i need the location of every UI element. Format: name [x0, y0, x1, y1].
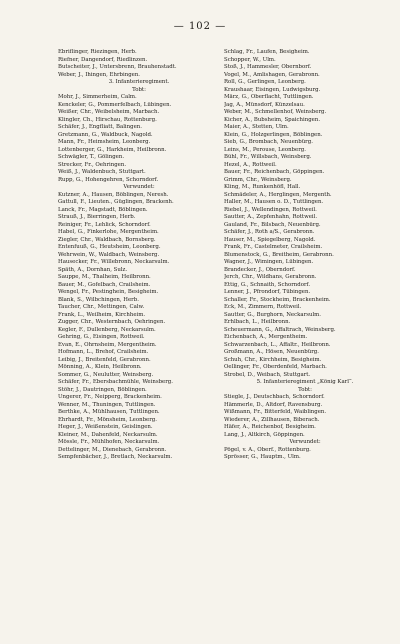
list-entry: Häfer, A., Reichenbof, Besigheim. [224, 424, 316, 430]
list-entry: Wagner, J., Wimingen, Lübingen. [224, 259, 314, 265]
list-entry: Ettig, G., Schnaith, Schorndorf. [224, 281, 311, 288]
list-entry: Lanck, Fr., Magstadt, Böblingen. [58, 206, 148, 213]
list-entry: Lottenberger, G., Harkheim, Heilbronn. [58, 146, 167, 153]
list-entry: Habel, G., Finkerlohe, Mergentheim. [58, 229, 159, 235]
list-entry: Sauppe, M., Thalheim, Heilbronn. [58, 274, 151, 280]
section-heading: Verwundet: [289, 439, 321, 445]
list-entry: Wehrwein, W., Waldbach, Weinsberg. [58, 251, 160, 258]
list-entry: Leins, M., Perouse, Leonberg. [224, 146, 306, 153]
list-entry: Mohr, J., Simmerheim, Calm. [58, 94, 137, 100]
list-entry: Schäfer, J., Roth a/S., Gerabronn. [224, 229, 315, 235]
list-entry: Reiniger, Fr., Lehlick, Schorndorf. [58, 221, 151, 228]
list-entry: Jerch, Chr., Wildhans, Gerabronn. [224, 274, 317, 280]
list-entry: Bauer, Fr., Reichenbach, Göppingen. [224, 169, 325, 175]
list-entry: Kicher, A., Bubsheim, Spaichingen. [224, 116, 321, 123]
list-entry: Mann, Fr., Heimsheim, Leonberg. [58, 139, 151, 145]
list-entry: Klein, G., Holzgerlingen, Böblingen. [224, 131, 323, 138]
list-entry: Schaller, Fr., Stockheim, Brackenheim. [224, 296, 331, 303]
list-entry: Sieb, G., Brombach, Neuenbürg. [224, 139, 313, 145]
list-entry: Kegler, F., Dullenberg, Neckarsulm. [58, 326, 156, 333]
list-entry: Blank, S., Wilbchingen, Herb. [58, 296, 139, 303]
list-entry: Wengel, Fr., Pestinghein, Besigheim. [58, 289, 159, 295]
list-entry: Butscheiter, J., Untersbrenn, Brauhenstadt. [58, 64, 177, 70]
list-entry: Riefner, Dangendorf, Riedlinzen. [58, 56, 148, 63]
list-entry: Rupp, G., Hohengehren, Schorndorf. [58, 176, 159, 183]
list-entry: Taucher, Chr., Mettingen, Calw. [58, 304, 145, 310]
list-entry: Stöhr, J., Dautringen, Böblingen. [58, 386, 147, 393]
list-entry: Schäfer, J., Engfliatt, Balingen. [58, 124, 142, 130]
list-entry: Schwägler, T., Gölingen. [58, 154, 125, 160]
list-entry: Gretzmann, G., Waldbuck, Nagold. [58, 131, 153, 138]
list-entry: Entenfuuß, G., Heutsheim, Leonberg. [58, 244, 161, 250]
list-entry: Sautter, G., Burghorn, Neckarsulm. [224, 311, 321, 318]
list-entry: Blumenstock, G., Breitheim, Gerabronn. [224, 251, 334, 258]
list-entry: Weißer, Chr., Weibelsheim, Marbach. [58, 109, 160, 115]
list-entry: Oellinger, Fr., Oberdenfeld, Marbach. [224, 364, 327, 370]
list-entry: Schopper, W., Ulm. [224, 56, 276, 63]
list-entry: Sprösser, G., Hauptm., Ulm. [224, 454, 301, 460]
list-entry: Hausecker, Fr., Willebronn, Neckarsulm. [58, 259, 170, 265]
list-entry: Sempfenbächer, J., Bretlach, Neckarsulm. [58, 454, 173, 460]
list-entry: Klingler, Ch., Hirschau, Rottenburg. [58, 116, 157, 123]
left-column [58, 49, 220, 462]
list-entry: Roll, G., Gerlingen, Leonberg. [224, 79, 306, 85]
section-heading: Tobt: [132, 86, 146, 93]
list-entry: Frank, Fr., Castelmeter, Crailsheim. [224, 244, 323, 250]
list-entry: Gauland, Fr., Bilsbach, Neuenbürg. [224, 221, 321, 228]
list-entry: Stiegle, J., Deutschbach, Schorndorf. [224, 394, 325, 400]
list-entry: Erhlbach, L., Heilbronn. [224, 319, 291, 325]
list-entry: Strecker, Fr., Oehringen. [58, 161, 127, 168]
list-entry: Evan, E., Ohrnsheim, Mergentheim. [58, 341, 157, 348]
list-entry: Bauer, M., Gofelbach, Crailsheim. [58, 281, 151, 288]
list-entry: Schuh, Chr., Kirchheim, Besigheim. [224, 356, 322, 363]
list-entry: Pögel, v. A., Oberf., Rottenburg. [224, 446, 311, 453]
list-entry: Ungerer, Fr., Neipperg, Brackenheim. [58, 394, 162, 400]
list-entry: Maier, A., Stetten, Ulm. [224, 124, 289, 130]
list-entry: Weiß, J., Waldenbuch, Stuttgart. [58, 169, 146, 175]
list-entry: Heger, J., Weißenstein, Geislingen. [58, 424, 153, 430]
list-entry: Haller, M., Hausen o. D., Tuttlingen. [224, 199, 324, 205]
list-entry: Bühl, Fr., Willsbach, Weinsberg. [224, 154, 312, 160]
list-entry: Hezel, A., Rottweil. [224, 161, 277, 168]
list-entry: Mönning, A., Klein, Heilbronn. [58, 364, 142, 370]
list-entry: Gattull, F., Lieuten., Güglingen, Brackenh. [58, 199, 174, 205]
list-entry: Schäfer, Fr., Ebersbachmühle, Weinsberg. [58, 379, 173, 385]
list-entry: Kling, M., Runkenhöfl, Hall. [224, 184, 301, 190]
list-entry: Hofmann, L., Brehof, Crailsheim. [58, 349, 149, 355]
list-entry: Berthke, A., Mühlhausen, Tuttlingen. [58, 409, 160, 415]
list-entry: Wenner, M., Thuningen, Tuttlingen. [58, 401, 156, 408]
list-entry: Lang, J., Altkirch, Göppingen. [224, 431, 305, 438]
list-entry: Wißmann, Fr., Bitterfeld, Waiblingen. [224, 409, 327, 415]
list-entry: Schlag, Fr., Laufen, Besigheim. [224, 49, 310, 55]
right-column [224, 49, 386, 462]
list-entry: Dettelinger, M., Dienebach, Gerabronn. [58, 446, 167, 453]
list-entry: Strauß, J., Bierringen, Herb. [58, 214, 136, 220]
list-entry: Kraushaar, Eisingen, Ludwigsburg. [224, 86, 321, 93]
section-heading: 3. Infanterieregiment. [108, 79, 170, 85]
list-entry: Grimm, Chr., Weinsberg. [224, 176, 292, 183]
list-entry: Hämmerle, D., Altdorf, Ravensburg. [224, 401, 323, 408]
list-entry: Späth, A., Dornhan, Sulz. [58, 266, 128, 273]
list-entry: Brandecker, J., Oberndorf. [224, 266, 296, 273]
list-entry: Riebel, J., Wellendingen, Rottweil. [224, 206, 317, 213]
list-entry: Vogel, M., Amlishagen, Gerabronn. [224, 71, 320, 78]
list-entry: Stoß, J., Hammesler, Obernborf. [224, 64, 312, 70]
list-entry: Gehring, G., Eisingen, Rottweil. [58, 334, 145, 340]
list-entry: Sommer, G., Neulutter, Weinsberg. [58, 371, 154, 378]
list-entry: Ziegler, Chr., Waldbach, Bornsberg. [58, 236, 156, 243]
section-heading: 5. Infanterieregiment „König Karl“. [256, 379, 354, 385]
list-entry: Kenckeler, G., Pommerfelbach, Lübingen. [58, 101, 172, 108]
list-entry: Kutzner, A., Hausen, Böblingen, Neresh. [58, 191, 169, 198]
list-entry: Mössle, Fr., Mühlhofen, Neckarsulm. [58, 439, 160, 445]
section-heading: Tobt: [298, 386, 312, 393]
list-entry: Weber, M., Schmellenhof, Weinsberg. [224, 109, 327, 115]
list-entry: Ehrhardt, Fr., Mönsheim, Leonberg. [58, 416, 157, 423]
list-entry: Zugger, Chr., Westernbach, Oehringen. [58, 319, 166, 325]
list-entry: Sautter, A., Zepfenhahn, Rottweil. [224, 214, 318, 220]
list-entry: Lenner, J., Pfrondorf, Tübingen. [224, 289, 311, 295]
list-entry: Eck, M., Zimmern, Rottweil. [224, 304, 302, 310]
list-entry: Großmann, A., Hösen, Neuenbürg. [224, 349, 319, 355]
page-number: — 102 — [173, 21, 227, 32]
list-entry: Wiederer, A., Zillhausen, Biberach. [224, 416, 320, 423]
list-entry: Schmädeler, A., Herglingen, Mergenth. [224, 191, 332, 198]
list-entry: Scheuermann, G., Affaltrach, Weinsberg. [224, 326, 336, 333]
list-entry: März, G., Oberflacht, Tuttlingen. [224, 94, 314, 100]
list-entry: Leibig, J., Breitenfeld, Gerabronn. [58, 356, 151, 363]
list-entry: Kleiner, M., Dahenfeld, Neckarsulm. [58, 431, 158, 438]
list-entry: Hauser, M., Spiegelberg, Nagold. [224, 236, 316, 243]
list-entry: Strobel, D., Weibach, Stuttgart. [224, 371, 311, 378]
list-entry: Weber, J., Ihingen, Ehrbingen. [58, 71, 141, 78]
list-entry: Jag, A., Münsdorf, Künzelsau. [224, 101, 305, 108]
section-heading: Verwundet: [123, 184, 155, 190]
list-entry: Frank, L., Weilheim, Kirchheim. [58, 311, 146, 318]
list-entry: Schwarzenbach, L., Affaltr., Heilbronn. [224, 341, 331, 348]
list-entry: Ebriflinger, Riezingen, Herb. [58, 49, 137, 55]
list-entry: Eichenbach, A., Mergentheim. [224, 334, 308, 340]
